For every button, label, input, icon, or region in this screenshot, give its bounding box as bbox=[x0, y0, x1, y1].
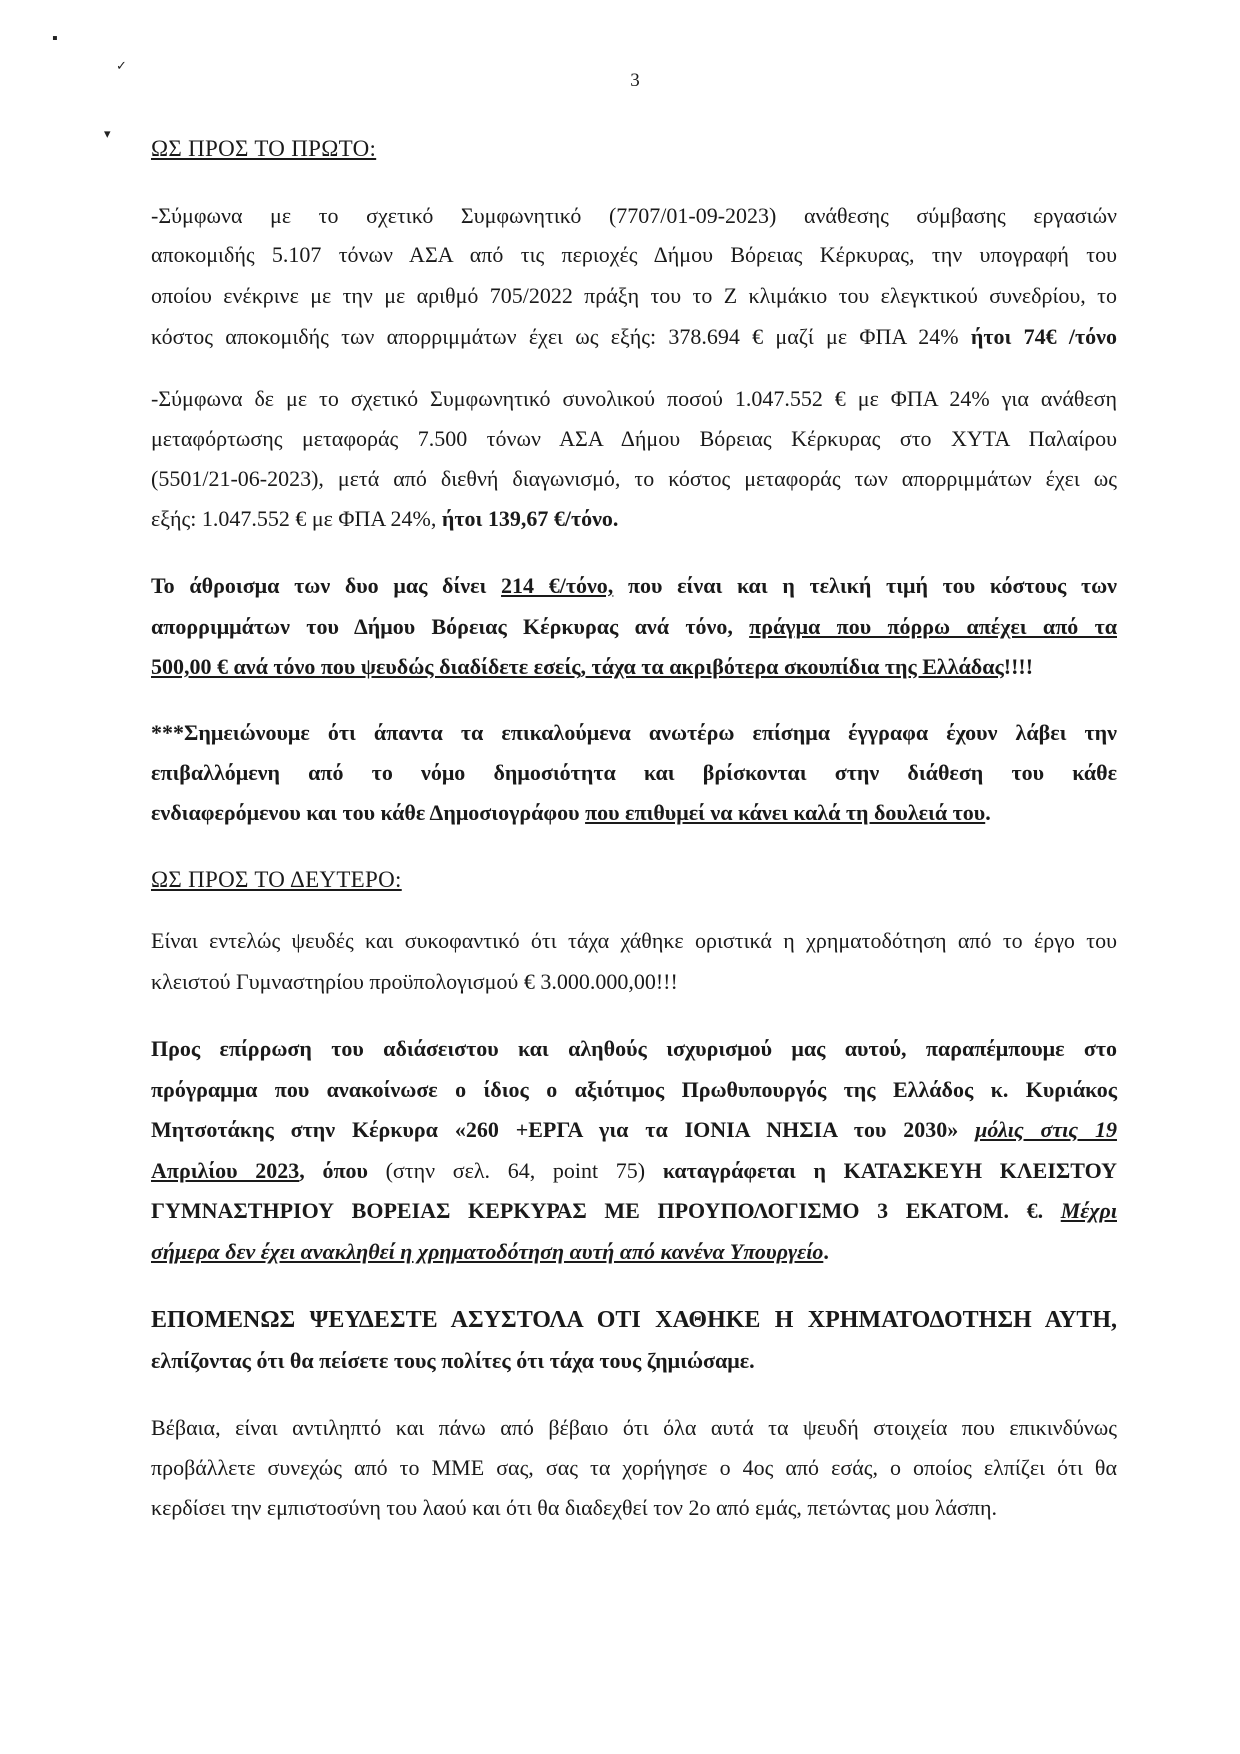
paragraph-line: Είναι εντελώς ψευδές και συκοφαντικό ότι τάχα χάθηκε οριστικά η χρηματοδότηση από το έργο του bbox=[151, 928, 1117, 953]
text-span: Μητσοτάκης στην Κέρκυρα «260 +ΕΡΓΑ για τα ΙΟΝΙΑ ΝΗΣΙΑ του 2030» bbox=[151, 1117, 959, 1142]
paragraph-line bbox=[151, 575, 1117, 597]
text-span: Το άθροισμα των δυο μας δίνει bbox=[151, 573, 487, 598]
total-price: 214 €/τόνο, bbox=[501, 573, 614, 598]
underlined-text: σήμερα δεν έχει ανακληθεί η χρηματοδότηση αυτή από κανένα Υπουργείο bbox=[151, 1239, 824, 1264]
paragraph-line: Βέβαια, είναι αντιληπτό και πάνω από βέβαιο ότι όλα αυτά τα ψευδή στοιχεία που επικινδύνως bbox=[151, 1415, 1117, 1440]
paragraph-line: πρόγραμμα που ανακοίνωσε ο ίδιος ο αξιότιμος Πρωθυπουργός της Ελλάδος κ. Κυριάκος bbox=[151, 1077, 1117, 1102]
paragraph-line bbox=[151, 656, 1117, 678]
paragraph-line bbox=[151, 616, 1117, 638]
paragraph-line: κερδίσει την εμπιστοσύνη του λαού και ότι θα διαδεχθεί τον 2ο από εμάς, πετώντας μου λάσπη. bbox=[151, 1495, 997, 1520]
paragraph-line bbox=[151, 1119, 1117, 1141]
scan-mark: ▪ bbox=[52, 30, 58, 47]
text-span: . bbox=[985, 800, 991, 825]
scan-mark: ▾ bbox=[104, 126, 111, 141]
underlined-text: Μέχρι bbox=[1060, 1198, 1117, 1223]
section-heading-second: ΩΣ ΠΡΟΣ ΤΟ ΔΕΥΤΕΡΟ: bbox=[151, 867, 402, 892]
page-number: 3 bbox=[630, 70, 640, 91]
paragraph-line: -Σύμφωνα δε με το σχετικό Συμφωνητικό συνολικού ποσού 1.047.552 € με ΦΠΑ 24% για ανάθεση bbox=[151, 386, 1117, 411]
text-span: κόστος αποκομιδής των απορριμμάτων έχει ως εξής: 378.694 € μαζί με ΦΠΑ 24% bbox=[151, 324, 959, 349]
text-span: !!!! bbox=[1003, 654, 1034, 679]
paragraph-line: αποκομιδής 5.107 τόνων ΑΣΑ από τις περιοχές Δήμου Βόρειας Κέρκυρας, την υπογραφή του bbox=[151, 242, 1117, 267]
paragraph-line: ΕΠΟΜΕΝΩΣ ΨΕΥΔΕΣΤΕ ΑΣΥΣΤΟΛΑ ΟΤΙ ΧΑΘΗΚΕ Η ΧΡΗΜΑΤΟΔΟΤΗΣΗ ΑΥΤΗ, bbox=[151, 1307, 1117, 1333]
price-per-tonne: ήτοι 139,67 €/τόνο. bbox=[441, 506, 619, 531]
paragraph-line bbox=[151, 508, 1117, 530]
paragraph-line: προβάλλετε συνεχώς από το ΜΜΕ σας, σας τα χορήγησε ο 4ος από εσάς, ο οποίος ελπίζει ότι θα bbox=[151, 1455, 1117, 1480]
paragraph-line: μεταφόρτωσης μεταφοράς 7.500 τόνων ΑΣΑ Δήμου Βόρειας Κέρκυρας στο ΧΥΤΑ Παλαίρου bbox=[151, 426, 1117, 451]
text-span: ΓΥΜΝΑΣΤΗΡΙΟΥ ΒΟΡΕΙΑΣ ΚΕΡΚΥΡΑΣ ΜΕ ΠΡΟΥΠΟΛΟΓΙΣΜΟ 3 ΕΚΑΤΟΜ. €. bbox=[151, 1198, 1044, 1223]
underlined-text: πράγμα που πόρρω απέχει από τα bbox=[749, 614, 1117, 639]
underlined-date: Απριλίου 2023 bbox=[151, 1158, 300, 1183]
paragraph-line: επιβαλλόμενη από το νόμο δημοσιότητα και βρίσκονται στην διάθεση του κάθε bbox=[151, 760, 1117, 785]
text-span: εξής: 1.047.552 € με ΦΠΑ 24%, bbox=[151, 506, 437, 531]
text-span: καταγράφεται η ΚΑΤΑΣΚΕΥΗ ΚΛΕΙΣΤΟΥ bbox=[662, 1158, 1117, 1183]
paragraph-line: (5501/21-06-2023), μετά από διεθνή διαγωνισμό, το κόστος μεταφοράς των απορριμμάτων έχει ως bbox=[151, 466, 1117, 491]
price-per-tonne: ήτοι 74€ /τόνο bbox=[970, 324, 1117, 349]
section-heading-first: ΩΣ ΠΡΟΣ ΤΟ ΠΡΩΤΟ: bbox=[151, 136, 377, 161]
scan-mark: ✓ bbox=[116, 58, 127, 73]
paragraph-line bbox=[151, 802, 1117, 824]
paragraph-line: ελπίζοντας ότι θα πείσετε τους πολίτες ότι τάχα τους ζημιώσαμε. bbox=[151, 1348, 755, 1373]
underlined-date: μόλις στις 19 bbox=[975, 1117, 1117, 1142]
underlined-text: που επιθυμεί να κάνει καλά τη δουλειά του bbox=[585, 800, 986, 825]
paragraph-line: ***Σημειώνουμε ότι άπαντα τα επικαλούμενα ανωτέρω επίσημα έγγραφα έχουν λάβει την bbox=[151, 720, 1117, 745]
paragraph-line bbox=[151, 1200, 1117, 1222]
paragraph-line bbox=[151, 1160, 1117, 1182]
underlined-text: 500,00 € ανά τόνο που ψευδώς διαδίδετε εσείς, τάχα τα ακριβότερα σκουπίδια της Ελλάδας bbox=[151, 654, 1004, 679]
text-span: . bbox=[823, 1239, 829, 1264]
paragraph-line bbox=[151, 1241, 1117, 1263]
paragraph-line: οποίου ενέκρινε με την με αριθμό 705/2022 πράξη του το Ζ κλιμάκιο του ελεγκτικού συνεδρίου, το bbox=[151, 283, 1117, 308]
text-span: που είναι και η τελική τιμή του κόστους των bbox=[628, 573, 1118, 598]
text-span: (στην σελ. 64, point 75) bbox=[385, 1158, 646, 1183]
text-span: , όπου bbox=[299, 1158, 368, 1183]
paragraph-line bbox=[151, 326, 1117, 348]
paragraph-line: -Σύμφωνα με το σχετικό Συμφωνητικό (7707/01-09-2023) ανάθεσης σύμβασης εργασιών bbox=[151, 203, 1117, 228]
paragraph-line: κλειστού Γυμναστηρίου προϋπολογισμού € 3.000.000,00!!! bbox=[151, 969, 678, 994]
text-span: απορριμμάτων του Δήμου Βόρειας Κέρκυρας ανά τόνο, bbox=[151, 614, 733, 639]
text-span: ενδιαφερόμενου και του κάθε Δημοσιογράφου bbox=[151, 800, 580, 825]
paragraph-line: Προς επίρρωση του αδιάσειστου και αληθούς ισχυρισμού μας αυτού, παραπέμπουμε στο bbox=[151, 1036, 1117, 1061]
